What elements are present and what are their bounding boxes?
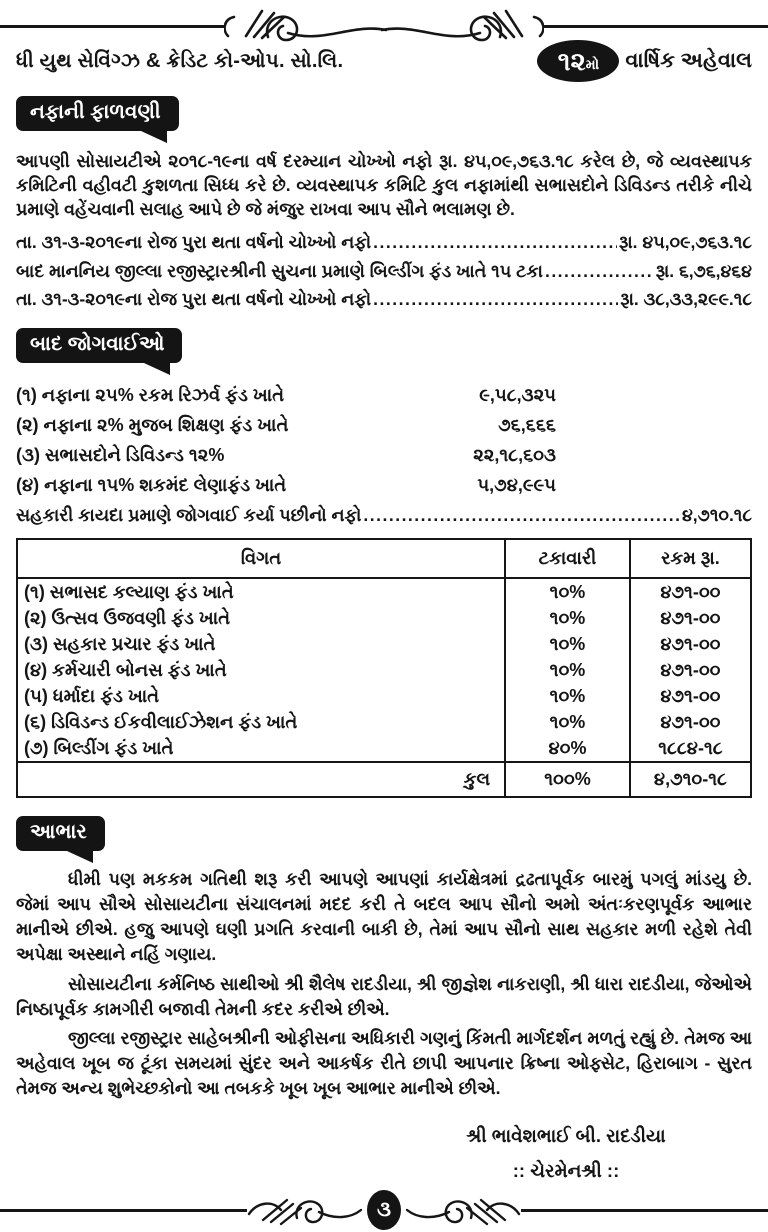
provision-amount: ૫,૭૪,૯૯૫ xyxy=(477,475,556,496)
total-label: કુલ xyxy=(17,762,505,797)
provision-amount: ૭૬,૬૬૬ xyxy=(498,415,556,436)
signature-role: :: ચેરમેનશ્રી :: xyxy=(512,1160,620,1182)
dotted-line-amount: રૂા. ૪૫,૦૯,૭૬૩.૧૮ xyxy=(619,232,752,253)
page-number-badge xyxy=(367,1190,401,1230)
provision-label: (૨) નફાના ૨% મુજબ શિક્ષણ ફંડ ખાતે xyxy=(16,415,289,436)
provisions-section xyxy=(0,314,768,802)
table-row: (૬) ડિવિડન્ડ ઈકવીલાઈઝેશન ફંડ ખાતે ૧૦% ૪૭૧-૦૦ xyxy=(17,709,751,735)
report-number-badge xyxy=(537,40,619,82)
table-row: (૧) સભાસદ કલ્યાણ ફંડ ખાતે ૧૦% ૪૭૧-૦૦ xyxy=(17,578,751,605)
dotted-line-amount: રૂા. ૬,૭૬,૪૬૪ xyxy=(655,260,752,281)
provision-label: (૪) નફાના ૧૫% શકમંદ લેણાફંડ ખાતે xyxy=(16,475,287,496)
net-profit-line xyxy=(16,502,752,528)
provision-item xyxy=(16,382,556,409)
report-title-group xyxy=(537,40,752,82)
dot-leader xyxy=(373,229,617,255)
dotted-line-label: તા. ૩૧-૩-૨૦૧૯ના રોજ પુરા થતા વર્ષનો ચોખ્ખો નફો xyxy=(16,232,372,253)
total-amount: ૪,૭૧૦-૧૮ xyxy=(630,762,751,797)
thanks-section xyxy=(0,802,768,1106)
dotted-line xyxy=(16,258,752,284)
dotted-line xyxy=(16,229,752,255)
header-rule-left xyxy=(0,25,224,28)
profit-section xyxy=(0,82,768,314)
table-row: (૫) ધર્માદા ફંડ ખાતે ૧૦% ૪૭૧-૦૦ xyxy=(17,683,751,709)
provisions-section-banner: બાદ જોગવાઈઓ xyxy=(16,328,182,363)
table-row: (૪) કર્મચારી બોનસ ફંડ ખાતે ૧૦% ૪૭૧-૦૦ xyxy=(17,657,751,683)
dotted-line xyxy=(16,286,752,312)
page-number: ૩ xyxy=(377,1198,391,1222)
society-name: ધી યુથ સેવિંગ્ઝ & ક્રેડિટ કો-ઓપ. સો.લિ. xyxy=(16,49,344,72)
provision-item xyxy=(16,442,556,469)
column-header-amount: રકમ રૂા. xyxy=(630,539,751,578)
page-header xyxy=(0,40,768,82)
footer-flourish-right-icon xyxy=(403,1188,521,1232)
report-label: વાર્ષિક અહેવાલ xyxy=(625,49,752,72)
report-number-suffix: મો xyxy=(585,56,600,72)
profit-paragraph: આપણી સોસાયટીએ ૨૦૧૮-૧૯ના વર્ષ દરમ્યાન ચોખ્ખો નફો રૂા. ૪૫,૦૯,૭૬૩.૧૮ કરેલ છે, જે વ્યવસ્થાપક કમિટિની વહીવટી કુશળતા સિધ્ધ કરે છે. વ્યવસ્થાપક કમિટિ કુલ નફામાંથી સભાસદોને ડિવિડન્ડ તરીકે નીચે પ્રમાણે વહેંચવાની સલાહ આપે છે જે મંજુર રાખવા આપ સૌને ભલામણ છે. xyxy=(16,151,752,220)
allocation-table xyxy=(16,538,752,798)
net-profit-label: સહકારી કાયદા પ્રમાણે જોગવાઈ કર્યા પછીનો નફો xyxy=(16,505,362,526)
dotted-line-label: તા. ૩૧-૩-૨૦૧૯ના રોજ પુરા થતા વર્ષનો ચોખ્ખો નફો xyxy=(16,288,372,309)
table-row: (૨) ઉત્સવ ઉજવણી ફંડ ખાતે ૧૦% ૪૭૧-૦૦ xyxy=(17,605,751,631)
thanks-paragraph: સોસાયટીના કર્મનિષ્ઠ સાથીઓ શ્રી શૈલેષ રાદડીયા, શ્રી જીજ્ઞેશ નાકરાણી, શ્રી ધારા રાદડીયા, જેઓએ નિષ્ઠાપૂર્વક કામગીરી બજાવી તેમની કદર કરીએ છીએ. xyxy=(16,973,752,1019)
signature-block xyxy=(416,1118,716,1188)
dotted-line-label: બાદ માનનિય જીલ્લા રજીસ્ટ્રારશ્રીની સુચના પ્રમાણે બિલ્ડીંગ ફંડ ખાતે ૧૫ ટકા xyxy=(16,260,543,281)
provision-amount: ૨૨,૧૮,૬૦૩ xyxy=(473,445,556,466)
provision-amount: ૯,૫૮,૩૨૫ xyxy=(479,385,556,406)
provision-label: (૩) સભાસદોને ડિવિડન્ડ ૧૨% xyxy=(16,445,225,466)
table-header-row xyxy=(17,539,751,578)
page-footer xyxy=(0,1188,768,1232)
net-profit-amount: ૪,૭૧૦.૧૮ xyxy=(681,505,752,526)
dot-leader xyxy=(545,258,654,284)
table-total-row xyxy=(17,762,751,797)
signature-name: શ્રી ભાવેશભાઈ બી. રાદડીયા xyxy=(466,1125,666,1147)
footer-rule-right xyxy=(521,1209,768,1212)
footer-rule-left xyxy=(0,1209,247,1212)
thanks-paragraph: ધીમી પણ મકકમ ગતિથી શરૂ કરી આપણે આપણાં કાર્યક્ષેત્રમાં દ્રઢતાપૂર્વક બારમું પગલું માંડયુ છે. જેમાં આપ સૌએ સોસાયટીના સંચાલનમાં મદદ કરી તે બદલ આપ સૌનો અમો અંતઃકરણપૂર્વક આભાર માનીએ છીએ. હજુ આપણે ઘણી પ્રગતિ કરવાની બાકી છે, તેમાં આપ સૌનો સાથ સહકાર મળી રહેશે તેવી અપેક્ષા અસ્થાને નહિં ગણાય. xyxy=(16,869,752,964)
profit-section-banner: નફાની ફાળવણી xyxy=(16,96,179,131)
report-number: ૧૨ xyxy=(557,46,586,76)
thanks-section-banner: આભાર xyxy=(16,816,105,851)
thanks-paragraph: જીલ્લા રજીસ્ટ્રાર સાહેબશ્રીની ઓફીસના અધિકારી ગણનું કિંમતી માર્ગદર્શન મળતું રહ્યું છે. તેમજ આ અહેવાલ ખૂબ જ ટૂંકા સમયમાં સુંદર અને આકર્ષક રીતે છાપી આપનાર ક્રિષ્ના ઓફ્સેટ, હિરાબાગ - સુરત તેમજ અન્ય શુભેચ્છકોનો આ તબકકે ખૂબ ખૂબ આભાર માનીએ છીએ. xyxy=(16,1028,752,1099)
table-row: (૭) બિલ્ડીંગ ફંડ ખાતે ૪૦% ૧૮૮૪-૧૮ xyxy=(17,735,751,762)
column-header-percent: ટકાવારી xyxy=(505,539,630,578)
provision-label: (૧) નફાના ૨૫% રકમ રિઝર્વ ફંડ ખાતે xyxy=(16,385,285,406)
table-row: (૩) સહકાર પ્રચાર ફંડ ખાતે ૧૦% ૪૭૧-૦૦ xyxy=(17,631,751,657)
provision-item xyxy=(16,472,556,499)
dot-leader xyxy=(363,502,680,528)
footer-ornament xyxy=(0,1188,768,1232)
footer-flourish-left-icon xyxy=(247,1188,365,1232)
total-percent: ૧૦૦% xyxy=(505,762,630,797)
header-rule-right xyxy=(544,25,768,28)
dot-leader xyxy=(373,286,618,312)
column-header-detail: વિગત xyxy=(17,539,505,578)
dotted-line-amount: રૂા. ૩૮,૩૩,૨૯૯.૧૮ xyxy=(620,288,752,309)
provision-item xyxy=(16,412,556,439)
